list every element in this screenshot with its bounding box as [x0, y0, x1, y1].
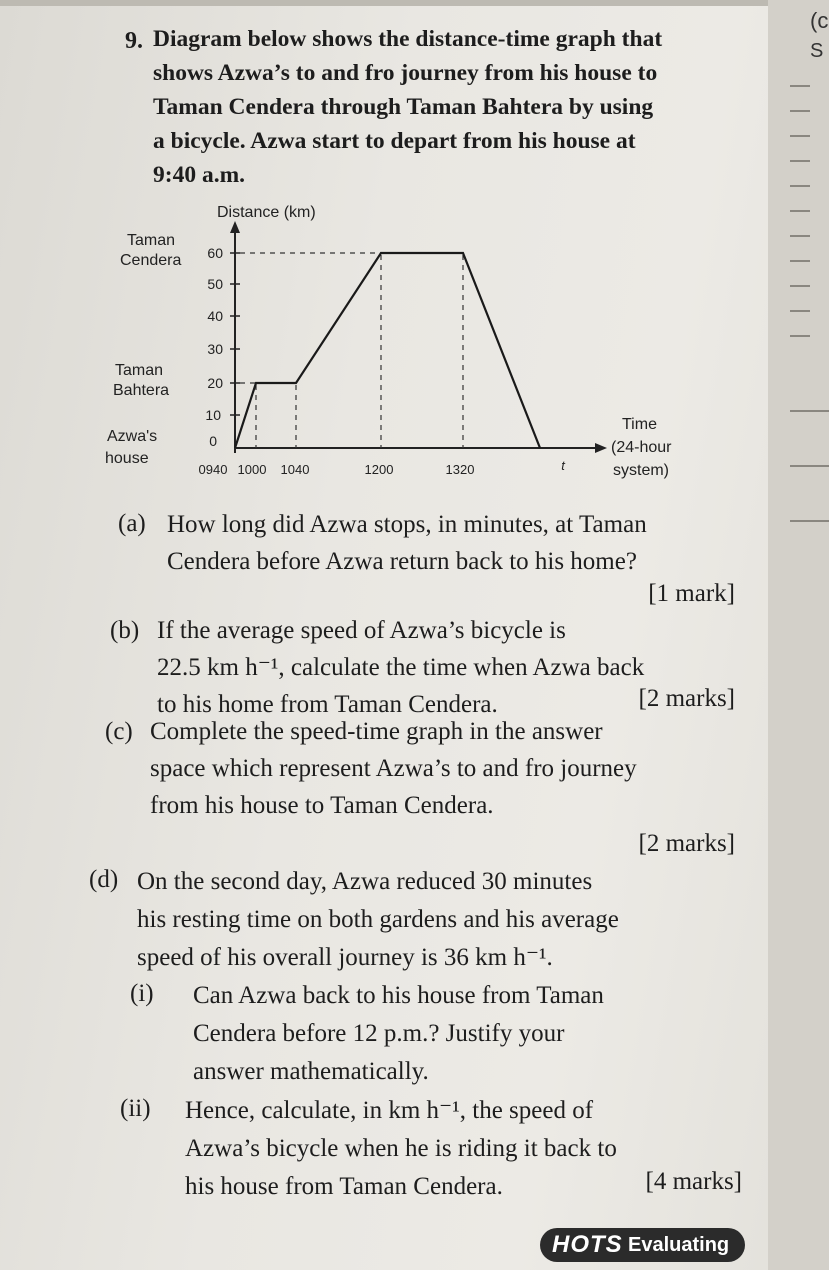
part-c-line: from his house to Taman Cendera. [150, 792, 494, 819]
part-d-ii-label: (ii) [120, 1095, 151, 1122]
part-a-text [167, 506, 739, 580]
y-tick-label: 60 [207, 245, 223, 261]
place-label-cendera: Taman [127, 232, 176, 249]
distance-time-graph [95, 195, 705, 490]
intro-line: Taman Cendera through Taman Bahtera by using [153, 94, 654, 120]
part-d-i-line: answer mathematically. [193, 1058, 429, 1085]
x-tick-label: 0940 [198, 462, 228, 477]
place-label-cendera: Cendera [120, 252, 182, 269]
y-tick-label: 40 [207, 308, 223, 324]
part-d-i-text [193, 977, 743, 1091]
part-c-label: (c) [105, 718, 133, 745]
part-b-line: 22.5 km h⁻¹, calculate the time when Azwa back [157, 654, 645, 681]
hots-badge-level: Evaluating [628, 1234, 730, 1256]
part-d-i-line: Can Azwa back to his house from Taman [193, 982, 604, 1009]
x-tick-label: 1000 [237, 462, 267, 477]
intro-line: Diagram below shows the distance-time graph that [153, 26, 663, 52]
adjacent-page-edge [768, 0, 829, 1270]
part-d-text [137, 863, 742, 977]
hots-badge [540, 1228, 745, 1262]
x-axis-title-line: Time [622, 416, 657, 433]
x-tick-label: t [561, 458, 565, 473]
place-label-bahtera: Taman [115, 362, 164, 379]
y-tick-label: 50 [207, 276, 223, 292]
margin-text-1: (c [810, 8, 829, 33]
top-border [0, 0, 770, 6]
y-tick-label: 20 [207, 375, 223, 391]
dashed-guides [240, 253, 463, 448]
margin-text-2: S [810, 40, 824, 62]
part-d-line: On the second day, Azwa reduced 30 minutes [137, 868, 593, 895]
part-d-i-label: (i) [130, 980, 154, 1007]
part-d-line: his resting time on both gardens and his average [137, 906, 619, 933]
part-a-line: Cendera before Azwa return back to his home? [167, 548, 637, 575]
x-axis-title-line: system) [613, 462, 669, 479]
part-b-line: If the average speed of Azwa’s bicycle is [157, 617, 566, 644]
place-label-house: house [105, 450, 149, 467]
y-tick-label: 0 [209, 433, 217, 449]
part-a-marks: [1 mark] [648, 580, 735, 607]
x-tick-label: 1200 [364, 462, 394, 477]
intro-time: 9:40 a.m. [153, 162, 246, 188]
y-tick-label: 30 [207, 341, 223, 357]
part-d-line: speed of his overall journey is 36 km h⁻¹. [137, 944, 553, 971]
hots-badge-label: HOTS [552, 1231, 623, 1258]
intro-line: shows Azwa’s to and fro journey from his house to [153, 60, 658, 86]
question-intro [153, 22, 723, 192]
y-tick-label: 10 [205, 407, 221, 423]
part-d-label: (d) [89, 866, 119, 893]
part-c-line: space which represent Azwa’s to and fro journey [150, 755, 637, 782]
part-d-ii-line: his house from Taman Cendera. [185, 1173, 503, 1200]
part-d-marks: [4 marks] [645, 1168, 742, 1195]
part-c-line: Complete the speed-time graph in the answer [150, 718, 603, 745]
part-a-line: How long did Azwa stops, in minutes, at Taman [167, 511, 647, 538]
place-label-bahtera: Bahtera [113, 382, 170, 399]
part-b-label: (b) [110, 617, 140, 644]
question-number: 9. [125, 28, 143, 54]
x-axis-title-line: (24-hour [611, 439, 672, 456]
x-tick-label: 1320 [445, 462, 475, 477]
y-axis-arrow [230, 221, 240, 233]
part-a-label: (a) [118, 510, 146, 537]
intro-line: a bicycle. Azwa start to depart from his house at [153, 128, 636, 154]
y-axis-title: Distance (km) [217, 204, 316, 221]
part-b-marks: [2 marks] [638, 685, 735, 712]
part-d-ii-line: Hence, calculate, in km h⁻¹, the speed of [185, 1097, 594, 1124]
part-d-i-line: Cendera before 12 p.m.? Justify your [193, 1020, 565, 1047]
place-label-house: Azwa's [107, 428, 158, 445]
part-d-ii-line: Azwa’s bicycle when he is riding it back to [185, 1135, 617, 1162]
part-c-text [150, 713, 740, 824]
x-tick-label: 1040 [280, 462, 310, 477]
part-b-line: to his home from Taman Cendera. [157, 691, 498, 718]
journey-line [235, 253, 540, 448]
x-axis-arrow [595, 443, 607, 453]
part-c-marks: [2 marks] [638, 830, 735, 857]
